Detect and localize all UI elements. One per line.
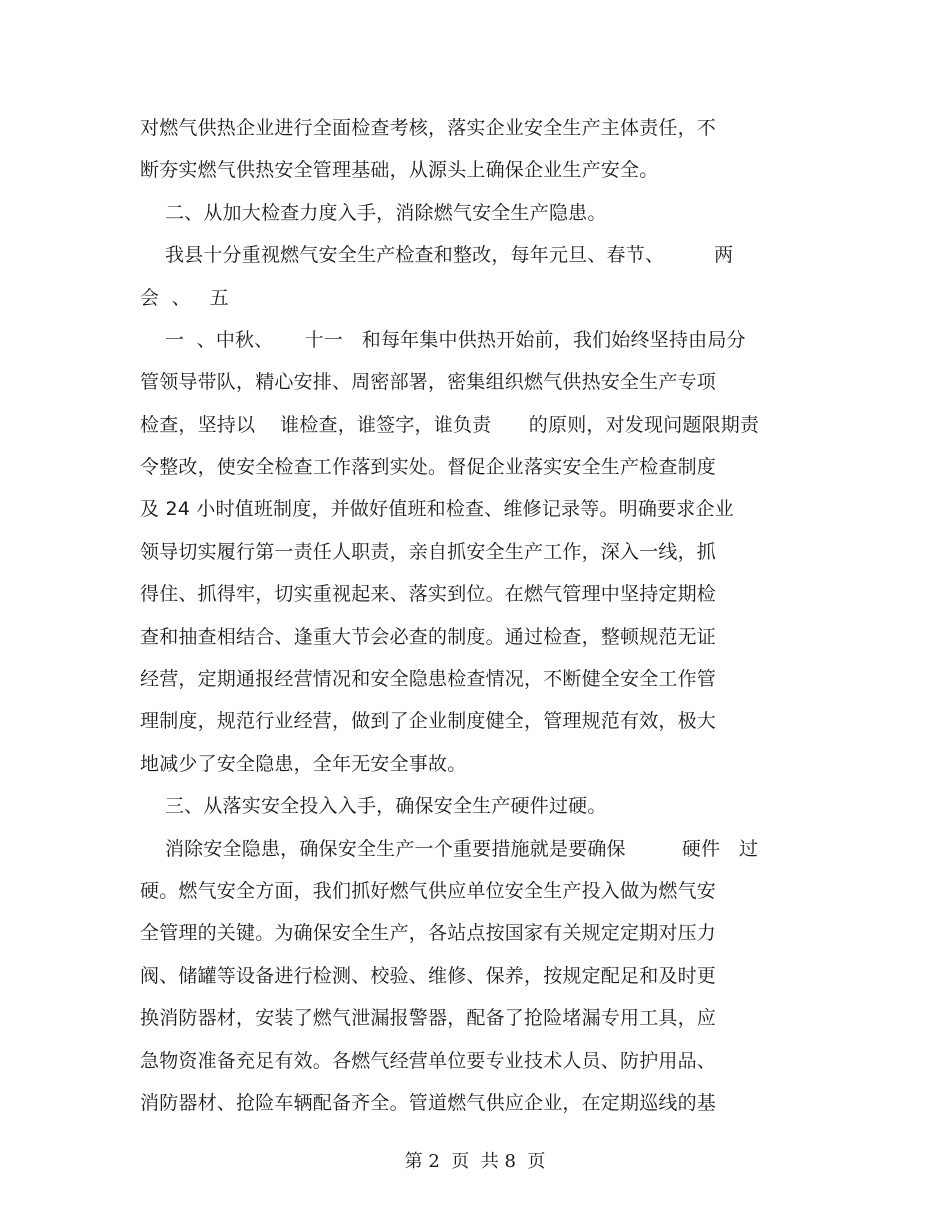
text-line-5: 会 、 五 (140, 287, 229, 309)
section-heading-3: 三、从落实安全投入入手，确保安全生产硬件过硬。 (140, 795, 607, 817)
text-line-8: 检查，坚持以 谁检查，谁签字，谁负责 的原则，对发现问题限期责 (140, 414, 760, 436)
text-line-12: 得住、抓得牢，切实重视起来、落实到位。在燃气管理中坚持定期检 (140, 583, 717, 605)
text-line-16: 地减少了安全隐患，全年无安全事故。 (140, 753, 467, 775)
text-line-15: 理制度，规范行业经营，做到了企业制度健全，管理规范有效，极大 (140, 710, 717, 732)
text-line-21: 阀、储罐等设备进行检测、校验、维修、保养，按规定配足和及时更 (140, 965, 717, 987)
text-line-19: 硬。燃气安全方面，我们抓好燃气供应单位安全生产投入做为燃气安 (140, 880, 717, 902)
text-line-11: 领导切实履行第一责任人职责，亲自抓安全生产工作，深入一线，抓 (140, 541, 717, 563)
text-line-14: 经营，定期通报经营情况和安全隐患检查情况，不断健全安全工作管 (140, 668, 717, 690)
text-line-7: 管领导带队，精心安排、周密部署，密集组织燃气供热安全生产专项 (140, 371, 717, 393)
text-line-20: 全管理的关键。为确保安全生产，各站点按国家有关规定定期对压力 (140, 922, 717, 944)
text-line-10: 及 24 小时值班制度，并做好值班和检查、维修记录等。明确要求企业 (140, 498, 734, 520)
text-line-13: 查和抽查相结合、逢重大节会必查的制度。通过检查，整顿规范无证 (140, 626, 717, 648)
text-line-2: 断夯实燃气供热安全管理基础，从源头上确保企业生产安全。 (140, 159, 659, 181)
text-line-9: 令整改，使安全检查工作落到实处。督促企业落实安全生产检查制度 (140, 456, 717, 478)
section-heading-2: 二、从加大检查力度入手，消除燃气安全生产隐患。 (140, 202, 607, 224)
text-line-24: 消防器材、抢险车辆配备齐全。管道燃气供应企业，在定期巡线的基 (140, 1092, 717, 1114)
text-line-23: 急物资准备充足有效。各燃气经营单位要专业技术人员、防护用品、 (140, 1050, 717, 1072)
text-line-4: 我县十分重视燃气安全生产检查和整改，每年元旦、春节、 两 (140, 244, 734, 266)
text-line-18: 消除安全隐患，确保安全生产一个重要措施就是要确保 硬件 过 (140, 838, 759, 860)
text-line-1: 对燃气供热企业进行全面检查考核，落实企业安全生产主体责任，不 (140, 117, 717, 139)
text-line-22: 换消防器材，安装了燃气泄漏报警器，配备了抢险堵漏专用工具，应 (140, 1007, 717, 1029)
page-footer: 第 2 页 共 8 页 (404, 1151, 546, 1172)
text-line-6: 一 、中秋、 十一 和每年集中供热开始前，我们始终坚持由局分 (140, 329, 746, 351)
